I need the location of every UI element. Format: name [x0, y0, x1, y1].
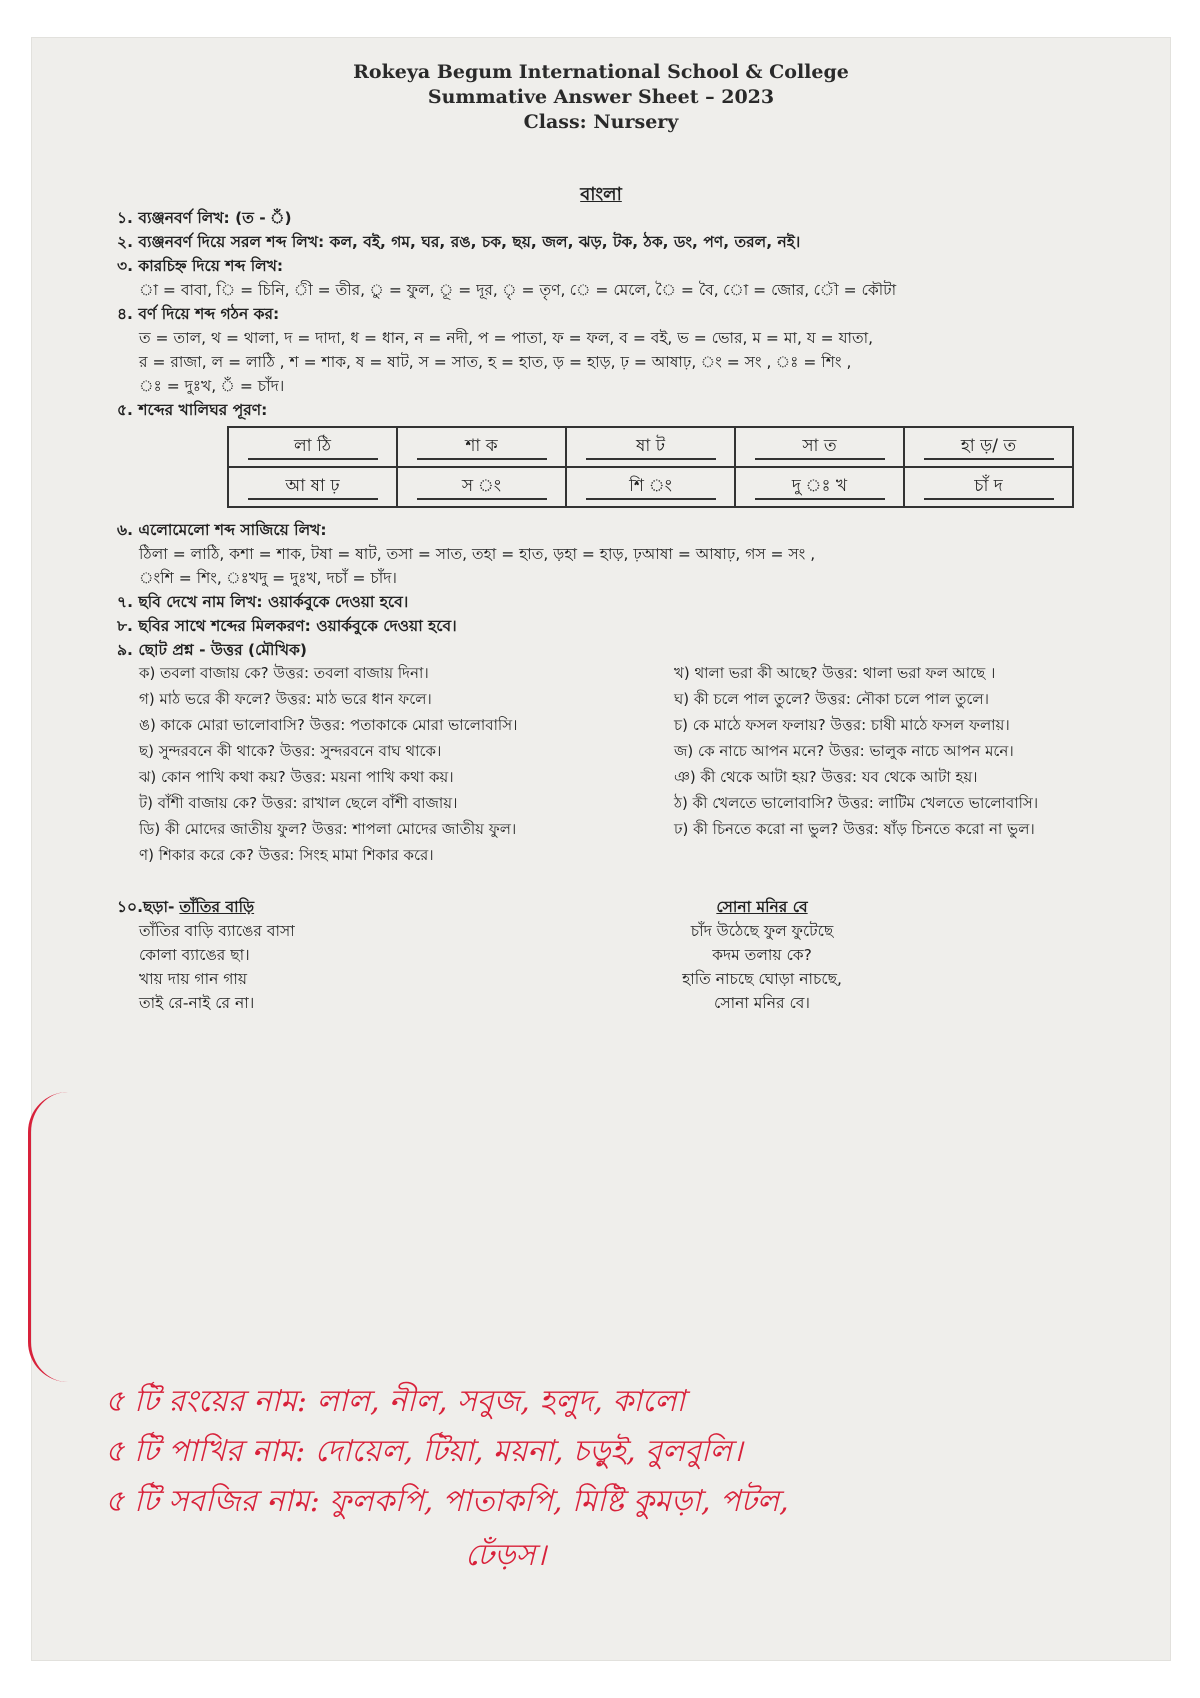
qa-item: চ) কে মাঠে ফসল ফলায়? উত্তর: চাষী মাঠে ফসল ফলায়। — [674, 716, 1010, 734]
rhyme-left-title: তাঁতির বাড়ি — [179, 898, 255, 916]
cell-text: লা ঠি — [248, 434, 378, 460]
table-cell — [735, 427, 904, 467]
item-2: ২. ব্যঞ্জনবর্ণ দিয়ে সরল শব্দ লিখ: কল, বই, গম, ঘর, রঙ, চক, ছয়, জল, ঝড়, টক, ঠক, ডং, পণ, তরল, নই। — [117, 233, 801, 251]
item-6-line-1: ঠিলা = লাঠি, কশা = শাক, টষা = ষাট, তসা = সাত, তহা = হাত, ড়হা = হাড়, ঢ়আষা = আষাঢ়, গস = সং , — [139, 545, 816, 563]
qa-item: খ) থালা ভরা কী আছে? উত্তর: থালা ভরা ফল আছে । — [674, 664, 996, 682]
cell-text: সা ত — [755, 434, 885, 460]
table-cell — [228, 467, 397, 507]
rhyme-line: সোনা মনির বে। — [714, 994, 810, 1012]
qa-item: ঢ) কী চিনতে করো না ভুল? উত্তর: ষাঁড় চিনতে করো না ভুল। — [674, 820, 1035, 838]
rhyme-line: তাঁতির বাড়ি ব্যাঙের বাসা — [139, 922, 295, 940]
subject-title: বাংলা — [580, 184, 622, 205]
table-cell — [566, 467, 735, 507]
cell-text: হা ড়/ ত — [924, 434, 1054, 460]
sheet-content — [117, 206, 1137, 1045]
rhyme-line: খায় দায় গান গায় — [139, 970, 248, 988]
item-8: ৮. ছবির সাথে শব্দের মিলকরণ: ওয়ার্কবুকে দেওয়া হবে। — [117, 617, 457, 635]
rhyme-number: ১০.ছড়া- — [117, 898, 175, 916]
cell-text: আ ষা ঢ় — [248, 474, 378, 500]
handwritten-vegetables-cont: ঢেঁড়স। — [465, 1538, 547, 1573]
qa-item: ঝ) কোন পাখি কথা কয়? উত্তর: ময়না পাখি কথা কয়। — [139, 768, 454, 786]
sheet-title: Summative Answer Sheet – 2023 — [427, 86, 775, 108]
cell-text: ষা ট — [586, 434, 716, 460]
school-name: Rokeya Begum International School & College — [353, 61, 849, 83]
table-cell — [228, 427, 397, 467]
item-5: ৫. শব্দের খালিঘর পূরণ: — [117, 401, 268, 419]
table-cell — [904, 427, 1073, 467]
qa-item: ট) বাঁশী বাজায় কে? উত্তর: রাখাল ছেলে বাঁশী বাজায়। — [139, 794, 458, 812]
table-cell — [735, 467, 904, 507]
item-9: ৯. ছোট প্রশ্ন - উত্তর (মৌখিক) — [117, 641, 307, 659]
qa-item: ঙ) কাকে মোরা ভালোবাসি? উত্তর: পতাকাকে মোরা ভালোবাসি। — [139, 716, 518, 734]
handwritten-birds: ৫ টি পাখির নাম: দোয়েল, টিয়া, ময়না, চড়ুই, বুলবুলি। — [105, 1434, 743, 1469]
item-4-line-1: ত = তাল, থ = থালা, দ = দাদা, ধ = ধান, ন = নদী, প = পাতা, ফ = ফল, ব = বই, ভ = ভোর, ম = মা, য = যাতা, — [139, 329, 874, 347]
rhyme-line: কোলা ব্যাঙের ছা। — [139, 946, 250, 964]
rhyme-line: তাই রে-নাই রে না। — [139, 994, 255, 1012]
qa-item: ঠ) কী খেলতে ভালোবাসি? উত্তর: লাটিম খেলতে ভালোবাসি। — [674, 794, 1039, 812]
cell-text: স ং — [417, 474, 547, 500]
handwritten-colors: ৫ টি রংয়ের নাম: লাল, নীল, সবুজ, হলুদ, কালো — [105, 1384, 686, 1419]
item-6: ৬. এলোমেলো শব্দ সাজিয়ে লিখ: — [117, 521, 327, 539]
cell-text: চাঁ দ — [924, 474, 1054, 500]
qa-item: ঘ) কী চলে পাল তুলে? উত্তর: নৌকা চলে পাল তুলে। — [674, 690, 989, 708]
qa-item — [674, 844, 1159, 867]
item-1: ১. ব্যঞ্জনবর্ণ লিখ: (ত - ঁ) — [117, 209, 292, 227]
table-cell — [397, 467, 566, 507]
rhyme-line: হাতি নাচছে ঘোড়া নাচছে, — [682, 970, 842, 988]
cell-text: দু ঃ খ — [755, 474, 885, 500]
rhyme-left — [117, 895, 517, 1015]
item-7: ৭. ছবি দেখে নাম লিখ: ওয়ার্কবুকে দেওয়া হবে। — [117, 593, 409, 611]
table-cell — [566, 427, 735, 467]
class-name: Class: Nursery — [523, 111, 679, 133]
item-4-line-3: ঃ = দুঃখ, ঁ = চাঁদ। — [139, 377, 285, 395]
rhymes-section — [117, 895, 1137, 1045]
rhyme-line: চাঁদ উঠেছে ফুল ফুটেছে — [690, 922, 834, 940]
item-3: ৩. কারচিহ্ন দিয়ে শব্দ লিখ: — [117, 257, 284, 275]
qa-item: ডি) কী মোদের জাতীয় ফুল? উত্তর: শাপলা মোদের জাতীয় ফুল। — [139, 820, 517, 838]
table-cell — [904, 467, 1073, 507]
item-4: ৪. বর্ণ দিয়ে শব্দ গঠন কর: — [117, 305, 280, 323]
sheet-header — [32, 60, 1170, 135]
qa-item: ঞ) কী থেকে আটা হয়? উত্তর: যব থেকে আটা হয়। — [674, 768, 978, 786]
qa-item: ণ) শিকার করে কে? উত্তর: সিংহ মামা শিকার করে। — [139, 846, 434, 864]
fill-in-table — [227, 426, 1074, 508]
red-bracket-mark — [28, 1092, 71, 1382]
rhyme-line: কদম তলায় কে? — [712, 946, 812, 964]
handwritten-vegetables: ৫ টি সবজির নাম: ফুলকপি, পাতাকপি, মিষ্টি কুমড়া, পটল, — [105, 1484, 789, 1519]
item-4-line-2: র = রাজা, ল = লাঠি , শ = শাক, ষ = ষাট, স = সাত, হ = হাত, ড় = হাড়, ঢ় = আষাঢ়, ং = সং , ঃ = শিং , — [139, 353, 852, 371]
cell-text: শি ং — [586, 474, 716, 500]
item-3-answer: া = বাবা, ি = চিনি, ী = তীর, ু = ফুল, ূ = দূর, ৃ = তৃণ, ে = মেলে, ৈ = বৈ, ো = জোর, ৌ = কৌটা — [139, 281, 897, 299]
qa-item: ক) তবলা বাজায় কে? উত্তর: তবলা বাজায় দিনা। — [139, 664, 429, 682]
cell-text: শা ক — [417, 434, 547, 460]
table-row — [228, 427, 1073, 467]
qa-item: ছ) সুন্দরবনে কী থাকে? উত্তর: সুন্দরবনে বাঘ থাকে। — [139, 742, 442, 760]
table-row — [228, 467, 1073, 507]
rhyme-right — [652, 895, 872, 1015]
rhyme-right-title: সোনা মনির বে — [716, 898, 808, 916]
qa-item: গ) মাঠ ভরে কী ফলে? উত্তর: মাঠ ভরে ধান ফলে। — [139, 690, 432, 708]
question-answer-list — [139, 662, 1137, 867]
qa-item: জ) কে নাচে আপন মনে? উত্তর: ভালুক নাচে আপন মনে। — [674, 742, 1014, 760]
item-6-line-2: ংশি = শিং, ঃখদু = দুঃখ, দচাঁ = চাঁদ। — [139, 569, 397, 587]
table-cell — [397, 427, 566, 467]
